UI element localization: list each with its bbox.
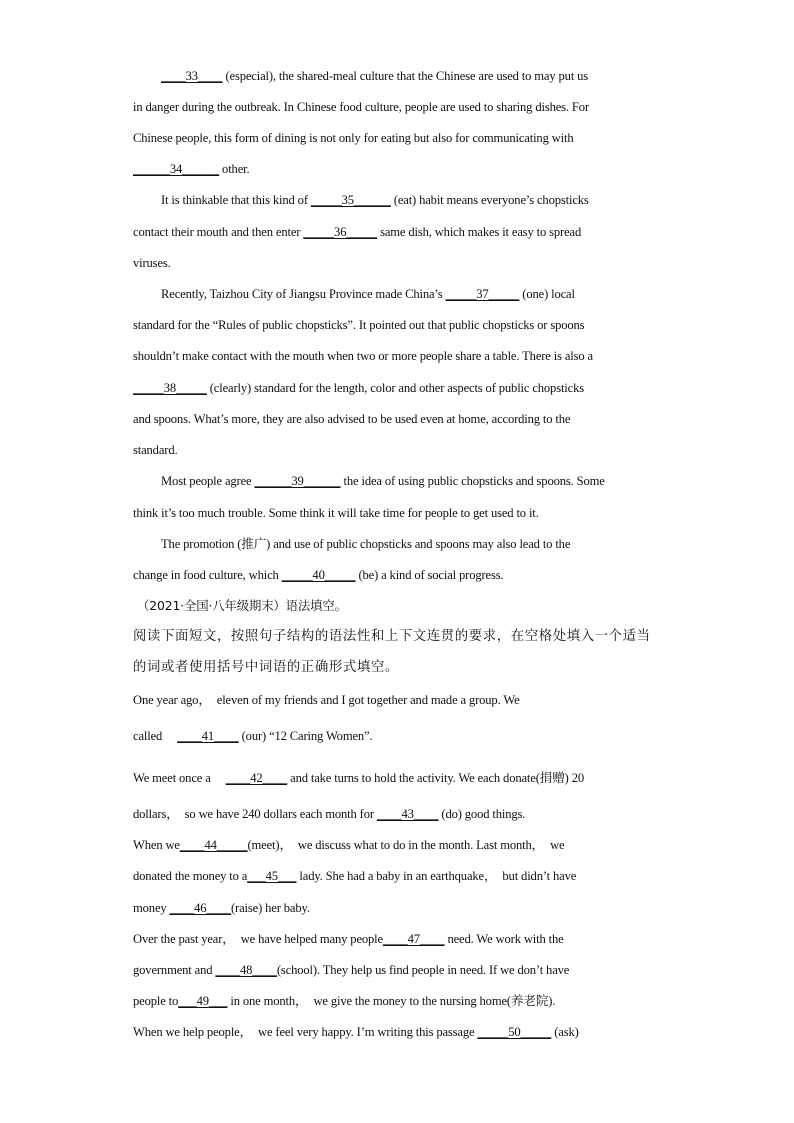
text-line [161, 473, 605, 489]
line-text: When we help people， we feel very happy. I’m writing this passage [133, 1025, 478, 1039]
line-text: (school). They help us find people in need. If we don’t have [276, 963, 570, 977]
answer-blank[interactable]: _____40_____ [281, 568, 356, 582]
line-text: Recently, Taizhou City of Jiangsu Province made China’s [161, 287, 446, 301]
text-line [133, 411, 570, 427]
answer-blank[interactable]: _____50_____ [477, 1025, 552, 1039]
line-text: and take turns to hold the activity. We each donate(捐赠) 20 [287, 771, 584, 785]
line-text: The promotion (推广) and use of public chopsticks and spoons may also lead to the [161, 537, 571, 551]
answer-blank[interactable]: _____35______ [310, 193, 391, 207]
text-line [161, 286, 575, 302]
answer-blank[interactable]: ____43____ [376, 807, 439, 821]
text-line [133, 900, 310, 916]
text-line [133, 629, 651, 645]
line-text: It is thinkable that this kind of [161, 193, 311, 207]
answer-blank[interactable]: _____38_____ [133, 381, 207, 395]
text-line [133, 962, 569, 978]
line-text: change in food culture, which [133, 568, 282, 582]
line-text: (clearly) standard for the length, color and other aspects of public chopsticks [206, 381, 584, 395]
line-text: Most people agree [161, 474, 255, 488]
line-text: contact their mouth and then enter [133, 225, 304, 239]
text-line [133, 692, 520, 708]
text-line [133, 837, 564, 853]
line-text: and spoons. What’s more, they are also advised to be used even at home, according to the [133, 412, 571, 426]
line-text: (raise) her baby. [231, 901, 310, 915]
text-line [133, 130, 574, 146]
line-text: other. [219, 162, 250, 176]
line-text: need. We work with the [444, 932, 564, 946]
answer-blank[interactable]: ___49___ [178, 994, 228, 1008]
line-text: people to [133, 994, 179, 1008]
line-text: standard for the “Rules of public chopsticks”. It pointed out that public chopsticks or spoons [133, 318, 585, 332]
text-line [133, 442, 177, 458]
answer-blank[interactable]: ____47____ [382, 932, 445, 946]
line-text: lady. She had a baby in an earthquake， but didn’t have [296, 869, 577, 883]
answer-blank[interactable]: ______34______ [133, 162, 220, 176]
text-line [133, 806, 525, 822]
line-text: (our) “12 Caring Women”. [238, 729, 373, 743]
line-text: shouldn’t make contact with the mouth when two or more people share a table. There is also a [133, 349, 593, 363]
answer-blank[interactable]: _____37_____ [445, 287, 520, 301]
line-text: same dish, which makes it easy to spread [377, 225, 582, 239]
line-text: (eat) habit means everyone’s chopsticks [390, 193, 589, 207]
line-text: in danger during the outbreak. In Chinese food culture, people are used to sharing dishes. For [133, 100, 589, 114]
line-text: standard. [133, 443, 178, 457]
text-line [133, 728, 373, 744]
text-line [133, 567, 503, 583]
line-text: Chinese people, this form of dining is not only for eating but also for communicating with [133, 131, 574, 145]
text-line [133, 224, 581, 240]
line-text: （2021·全国·八年级期末）语法填空。 [137, 598, 347, 613]
text-line [133, 993, 555, 1009]
line-text: (meet)， we discuss what to do in the month. Last month， we [247, 838, 565, 852]
answer-blank[interactable]: _____36_____ [303, 225, 378, 239]
line-text: called [133, 729, 178, 743]
line-text: government and [133, 963, 216, 977]
line-text: 阅读下面短文，按照句子结构的语法性和上下文连贯的要求，在空格处填入一个适当 [133, 629, 651, 644]
text-line [133, 317, 584, 333]
text-line [133, 505, 539, 521]
line-text: dollars， so we have 240 dollars each month for [133, 807, 377, 821]
answer-blank[interactable]: ____33____ [161, 69, 223, 83]
text-line [133, 660, 399, 676]
text-line [133, 931, 564, 947]
line-text: in one month， we give the money to the nursing home(养老院). [227, 994, 556, 1008]
text-line [161, 536, 570, 552]
line-text: (one) local [519, 287, 575, 301]
line-text: money [133, 901, 170, 915]
answer-blank[interactable]: ___45___ [247, 869, 297, 883]
text-line [133, 255, 171, 271]
line-text: donated the money to a [133, 869, 248, 883]
line-text: viruses. [133, 256, 171, 270]
line-text: One year ago， eleven of my friends and I got together and made a group. We [133, 693, 520, 707]
text-line [133, 1024, 579, 1040]
answer-blank[interactable]: ____48____ [215, 963, 277, 977]
answer-blank[interactable]: ____46____ [169, 901, 232, 915]
text-line [133, 380, 584, 396]
line-text: We meet once a [133, 771, 226, 785]
answer-blank[interactable]: ____44_____ [179, 838, 248, 852]
answer-blank[interactable]: ______39______ [254, 474, 341, 488]
text-line [137, 598, 347, 614]
answer-blank[interactable]: ____41____ [177, 729, 239, 743]
line-text: the idea of using public chopsticks and spoons. Some [340, 474, 605, 488]
text-line [161, 192, 589, 208]
text-line [133, 348, 593, 364]
line-text: (ask) [551, 1025, 579, 1039]
answer-blank[interactable]: ____42____ [225, 771, 288, 785]
line-text: (especial), the shared-meal culture that the Chinese are used to may put us [222, 69, 589, 83]
text-line [133, 770, 584, 786]
text-line [133, 161, 250, 177]
text-line [161, 68, 588, 84]
line-text: When we [133, 838, 180, 852]
text-line [133, 99, 589, 115]
line-text: 的词或者使用括号中词语的正确形式填空。 [133, 660, 399, 675]
line-text: Over the past year， we have helped many people [133, 932, 383, 946]
line-text: (do) good things. [438, 807, 526, 821]
text-line [133, 868, 576, 884]
line-text: (be) a kind of social progress. [355, 568, 504, 582]
line-text: think it’s too much trouble. Some think it will take time for people to get used to it. [133, 506, 539, 520]
